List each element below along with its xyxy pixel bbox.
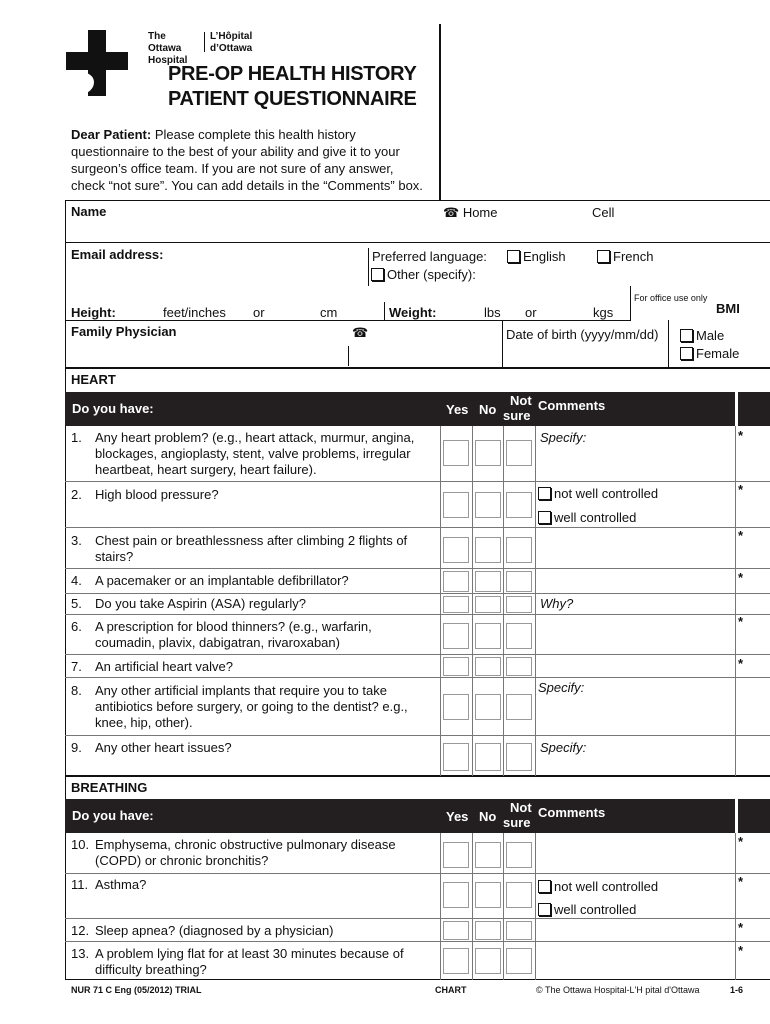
footer-copyright: © The Ottawa Hospital-L'H pital d'Ottawa xyxy=(536,985,700,995)
q5-no-box[interactable] xyxy=(475,596,501,613)
q5-why: Why? xyxy=(540,596,574,611)
q4-not-sure-box[interactable] xyxy=(506,571,532,592)
female-checkbox[interactable]: Female xyxy=(680,346,739,362)
male-checkbox[interactable]: Male xyxy=(680,328,724,344)
breathing-question-13: 13. A problem lying flat for at least 30 minutes because of difficulty breathing? xyxy=(71,946,404,977)
q9-no-box[interactable] xyxy=(475,743,501,771)
heart-question-2: 2. High blood pressure? xyxy=(71,487,219,502)
q12-not-sure-box[interactable] xyxy=(506,921,532,940)
footer-page-number: 1-6 xyxy=(730,985,744,995)
french-checkbox[interactable]: French xyxy=(597,249,653,265)
breathing-question-11: 11. Asthma? xyxy=(71,877,147,892)
footer-form-code: NUR 71 C Eng (05/2012) TRIAL xyxy=(71,985,202,995)
breathing-table-header: Do you have: Yes No Not sure Comments xyxy=(65,799,735,833)
q8-no-box[interactable] xyxy=(475,694,501,720)
cell-phone-label: Cell xyxy=(592,205,615,220)
physician-phone-icon: ☎ xyxy=(352,325,369,340)
intro-text: Dear Patient: Please complete this health history questionnaire to the best of your ability and give it to your surgeon’s office team. If you are not sure of any answer, check “not sure”. You can add details in the “Comments” box. xyxy=(71,127,423,193)
q2-well-controlled-checkbox[interactable]: well controlled xyxy=(538,510,636,526)
q1-specify: Specify: xyxy=(540,430,587,445)
name-label: Name xyxy=(71,204,107,219)
q1-yes-box[interactable] xyxy=(443,440,469,466)
q5-yes-box[interactable] xyxy=(443,596,469,613)
q8-specify: Specify: xyxy=(538,680,585,695)
q12-yes-box[interactable] xyxy=(443,921,469,940)
q11-star: * xyxy=(738,874,744,889)
dob-label: Date of birth (yyyy/mm/dd) xyxy=(506,327,659,342)
q9-yes-box[interactable] xyxy=(443,743,469,771)
cm-label: cm xyxy=(320,305,338,320)
or-label-1: or xyxy=(253,305,265,320)
q8-not-sure-box[interactable] xyxy=(506,694,532,720)
q10-not-sure-box[interactable] xyxy=(506,842,532,868)
preferred-language-label: Preferred language: xyxy=(372,249,487,264)
feet-inches-label: feet/inches xyxy=(163,305,226,320)
email-label: Email address: xyxy=(71,247,164,262)
q3-yes-box[interactable] xyxy=(443,537,469,563)
q7-yes-box[interactable] xyxy=(443,657,469,676)
q12-star: * xyxy=(738,920,744,935)
heart-question-5: 5. Do you take Aspirin (ASA) regularly? xyxy=(71,596,306,611)
q6-star: * xyxy=(738,614,744,629)
hospital-name-fr: L’Hôpital d’Ottawa xyxy=(210,31,253,54)
q13-star: * xyxy=(738,943,744,958)
or-label-2: or xyxy=(525,305,537,320)
q6-no-box[interactable] xyxy=(475,623,501,649)
q2-no-box[interactable] xyxy=(475,492,501,518)
q8-yes-box[interactable] xyxy=(443,694,469,720)
q1-star: * xyxy=(738,428,744,443)
breathing-question-12: 12. Sleep apnea? (diagnosed by a physician) xyxy=(71,923,334,938)
q5-not-sure-box[interactable] xyxy=(506,596,532,613)
q4-star: * xyxy=(738,570,744,585)
q12-no-box[interactable] xyxy=(475,921,501,940)
breathing-section-title: BREATHING xyxy=(71,780,148,795)
lbs-label: lbs xyxy=(484,305,501,320)
other-language-checkbox[interactable]: Other (specify): xyxy=(371,267,476,283)
heart-question-7: 7. An artificial heart valve? xyxy=(71,659,234,674)
q6-yes-box[interactable] xyxy=(443,623,469,649)
q13-yes-box[interactable] xyxy=(443,948,469,974)
q1-no-box[interactable] xyxy=(475,440,501,466)
q11-not-sure-box[interactable] xyxy=(506,882,532,908)
q9-specify: Specify: xyxy=(540,740,587,755)
q11-no-box[interactable] xyxy=(475,882,501,908)
bmi-label: BMI xyxy=(716,301,740,316)
q13-no-box[interactable] xyxy=(475,948,501,974)
q11-yes-box[interactable] xyxy=(443,882,469,908)
q9-not-sure-box[interactable] xyxy=(506,743,532,771)
contact-box xyxy=(65,200,770,368)
form-title-line2: PATIENT QUESTIONNAIRE xyxy=(168,88,417,110)
q13-not-sure-box[interactable] xyxy=(506,948,532,974)
q6-not-sure-box[interactable] xyxy=(506,623,532,649)
q2-not-well-controlled-checkbox[interactable]: not well controlled xyxy=(538,486,658,502)
q11-well-controlled-checkbox[interactable]: well controlled xyxy=(538,902,636,918)
q7-not-sure-box[interactable] xyxy=(506,657,532,676)
q7-no-box[interactable] xyxy=(475,657,501,676)
q4-no-box[interactable] xyxy=(475,571,501,592)
q7-star: * xyxy=(738,656,744,671)
q10-yes-box[interactable] xyxy=(443,842,469,868)
office-use-label: For office use only xyxy=(634,293,708,303)
heart-question-9: 9. Any other heart issues? xyxy=(71,740,232,755)
q2-yes-box[interactable] xyxy=(443,492,469,518)
form-title-line1: PRE-OP HEALTH HISTORY xyxy=(168,63,417,85)
heart-table-header: Do you have: Yes No Not sure Comments xyxy=(65,392,735,426)
q11-not-well-controlled-checkbox[interactable]: not well controlled xyxy=(538,879,658,895)
english-checkbox[interactable]: English xyxy=(507,249,566,265)
heart-question-6: 6. A prescription for blood thinners? (e.g., warfarin, coumadin, plavix, dabigatran, rivaroxaban) xyxy=(71,619,372,650)
weight-label: Weight: xyxy=(389,305,437,320)
family-physician-label: Family Physician xyxy=(71,324,177,339)
q2-not-sure-box[interactable] xyxy=(506,492,532,518)
hospital-name-en: The Ottawa Hospital xyxy=(148,31,188,66)
q2-star: * xyxy=(738,482,744,497)
breathing-question-10: 10. Emphysema, chronic obstructive pulmonary disease (COPD) or chronic bronchitis? xyxy=(71,837,396,868)
q3-star: * xyxy=(738,528,744,543)
heart-question-3: 3. Chest pain or breathlessness after climbing 2 flights of stairs? xyxy=(71,533,408,564)
q1-not-sure-box[interactable] xyxy=(506,440,532,466)
hospital-logo xyxy=(64,30,134,100)
home-phone-label: ☎ Home xyxy=(443,205,498,220)
q10-no-box[interactable] xyxy=(475,842,501,868)
heart-section-title: HEART xyxy=(71,372,116,387)
q3-not-sure-box[interactable] xyxy=(506,537,532,563)
kgs-label: kgs xyxy=(593,305,614,320)
q4-yes-box[interactable] xyxy=(443,571,469,592)
height-label: Height: xyxy=(71,305,116,320)
footer-chart: CHART xyxy=(435,985,467,995)
q10-star: * xyxy=(738,834,744,849)
heart-question-4: 4. A pacemaker or an implantable defibrillator? xyxy=(71,573,349,588)
heart-question-8: 8. Any other artificial implants that require you to take antibiotics before surgery, or going to the dentist? e.g., knee, hip, other). xyxy=(71,683,408,730)
heart-question-1: 1. Any heart problem? (e.g., heart attack, murmur, angina, blockages, angioplasty, stent, valve problems, irregular heartbeat, heart surgery, heart failure). xyxy=(71,430,415,477)
q3-no-box[interactable] xyxy=(475,537,501,563)
